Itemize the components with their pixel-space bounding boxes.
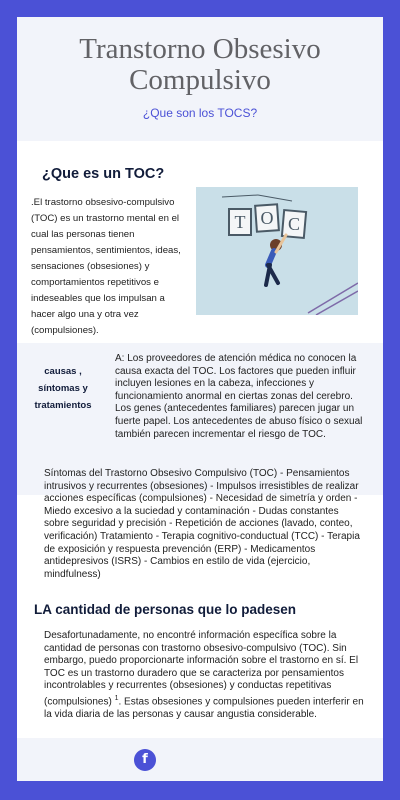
image-letter-t: T [234, 212, 246, 232]
causas-label [24, 363, 102, 414]
toc-description: .El trastorno obsesivo-compulsivo (TOC) es un trastorno mental en el cual las personas tienen pensamientos, sentimientos, ideas, sensaciones (obsesiones) y comportamientos repetitivos e indeseables que los impulsan a hacer algo una y otra vez (compulsiones). [31, 197, 181, 336]
image-letter-o: O [260, 208, 274, 228]
sintomas-description: Síntomas del Trastorno Obsesivo Compulsivo (TOC) - Pensamientos intrusivos y recurrentes (obsesiones) - Impulsos irresistibles de realizar acciones específicas (compulsiones) - Necesidad de simetría y orden - Miedo excesivo a la suciedad y contaminación - Dudas constantes sobre seguridad y precisión - Repetición de acciones (lavado, conteo, verificación) Tratamiento - Terapia cognitivo-conductual (TCC) - Terapia de exposición y respuesta prevención (ERP) - Medicamentos antidepresivos (ISRS) - Cambios en estilo de vida (ejercicio, mindfulness) [44, 468, 360, 580]
causas-description: A: Los proveedores de atención médica no conocen la causa exacta del TOC. Los factores que pueden influir incluyen lesiones en la cabeza, infecciones y funcionamiento anormal en ciertas zonas del cerebro. Los genes (antecedentes familiares) parecen jugar un fuerte papel. Los antecedentes de abuso físico o sexual también parecen incrementar el riesgo de TOC. [115, 353, 363, 440]
cantidad-description [44, 630, 369, 721]
toc-heading: ¿Que es un TOC? [42, 166, 165, 182]
cantidad-text-part: Desafortunadamente, no encontré información específica sobre la cantidad de personas con trastorno obsesivo-compulsivo (TOC). Sin embargo, puedo proporcionarte información sobre el trastorno en sí. El TOC es un trastorno duradero que se caracteriza por pensamientos incontrolables y recurrentes (obsesiones) y conductas repetitivas (compulsiones) [44, 630, 359, 708]
page-subtitle: ¿Que son los TOCS? [142, 106, 258, 120]
page-title: Transtorno Obsesivo Compulsivo [79, 33, 321, 96]
footnote-marker: 1 [114, 694, 119, 702]
footer-panel [17, 738, 383, 781]
toc-illustration [196, 187, 358, 315]
cantidad-text-part: . Estas obsesiones y compulsiones pueden interferir en la vida diaria de las personas y causar angustia considerable. [44, 696, 364, 720]
causas-label-line: causas , [44, 366, 82, 377]
image-letter-c: C [287, 214, 301, 234]
causas-label-line: síntomas y [38, 383, 88, 394]
facebook-icon[interactable]: f [134, 749, 156, 771]
cantidad-heading: LA cantidad de personas que lo padesen [34, 602, 297, 617]
causas-label-line: tratamientos [34, 400, 92, 411]
